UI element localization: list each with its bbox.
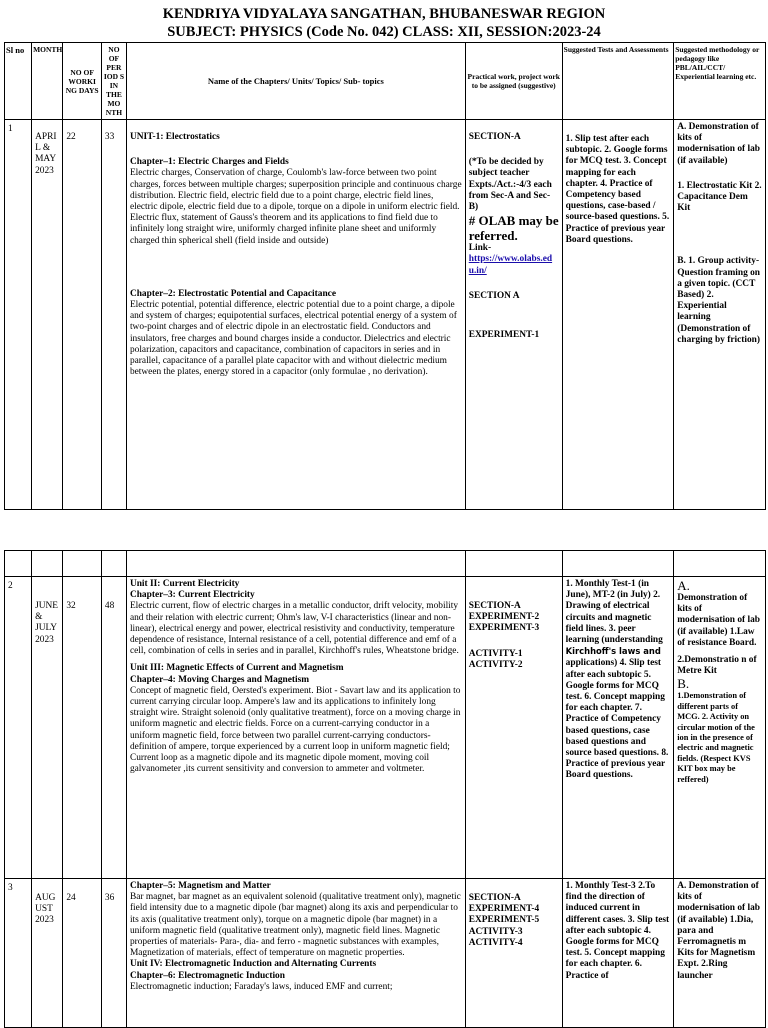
row-sl: 1 [5, 120, 32, 510]
row-month: APRI L & MAY 2023 [32, 120, 63, 510]
chapter-topics: Electric current, flow of electric charges in a metallic conductor, drift velocity, mobility and their relation with electric current; Ohm's law, V-I characteristics (linear and non-linear), electrical energy and power, electrical resistivity and conductivity, temperature dependence of resistance, Internal resistance of a cell, potential difference and emf of a cell, combination of cells in series and in parallel, Kirchhoff's rules, Wheatstone bridge. [129, 601, 459, 657]
unit-heading: UNIT-1: Electrostatics [129, 132, 220, 142]
col-header-periods: NO OF PER IOD S IN THE MO NTH [101, 43, 126, 120]
link-label: Link- [468, 243, 492, 254]
experiment-label: EXPERIMENT-3 [468, 623, 540, 634]
section-label: SECTION A [468, 290, 520, 301]
unit-heading: Unit IV: Electromagnetic Induction and Alternating Currents [129, 959, 377, 970]
row-periods: 33 [101, 120, 126, 510]
tests-part1: 1. Monthly Test-1 (in June), MT-2 (in July) 2. Drawing of electrical circuits and magnetic field lines. 3. peer learning (understanding [565, 579, 663, 646]
method-a-kits: 1. Electrostatic Kit 2. Capacitance Dem Kit [677, 180, 762, 214]
row-periods: 48 [101, 577, 126, 879]
activity-label: ACTIVITY-4 [468, 937, 523, 948]
document-title: KENDRIYA VIDYALAYA SANGATHAN, BHUBANESWAR REGION [162, 6, 606, 22]
row-tests: 1. Slip test after each subtopic. 2. Google forms for MCQ test. 3. Concept mapping for each chapter. 4. Practice of Competency based questions, case-based / source-based questions. 5. Practice of previous year Board questions. [562, 120, 674, 510]
col-header-sl: Sl no [5, 43, 32, 120]
method-a: A. Demonstration of kits of modernisation of lab (if available) [677, 122, 761, 166]
row-working-days: 24 [63, 879, 102, 1028]
method-a-text: Demonstration of kits of modernisation of lab (if available) 1.Law of resistance Board. [677, 593, 761, 648]
row-chapters [126, 577, 465, 879]
chapter-heading: Chapter–2: Electrostatic Potential and Capacitance [129, 288, 336, 299]
practical-note: (*To be decided by subject teacher Expts./Act.:-4/3 each from Sec-A and Sec-B) [468, 157, 552, 213]
chapter-topics: Electric potential, potential difference, electric potential due to a point charge, a dipole and system of charges; equipotential surfaces, electrical potential energy of a system of two-point charges and of electric dipole in an electrostatic field. Conductors and insulators, free charges and bound charges inside a conductor. Dielectrics and electric polarization, capacitors and capacitance, combination of capacitors in series and in parallel, capacitance of a parallel plate capacitor with and without dielectric medium between the plates, energy stored in a capacitor (only formulae , no derivation). [129, 300, 457, 378]
chapter-topics: Electromagnetic induction; Faraday's laws, induced EMF and current; [129, 981, 393, 992]
experiment-label: EXPERIMENT-2 [468, 612, 540, 623]
row-sl: 3 [5, 879, 32, 1028]
row-chapters [126, 879, 465, 1028]
col-header-methodology: Suggested methodology or pedagogy like PBL/AIL/CCT/ Experiential learning etc. [674, 43, 766, 120]
experiment-label: EXPERIMENT-1 [468, 330, 540, 341]
chapter-heading: Chapter–5: Magnetism and Matter [129, 881, 271, 891]
chapter-topics: Concept of magnetic field, Oersted's experiment. Biot - Savart law and its application to current carrying circular loop. Ampere's law and its applications to infinitely long straight wire. Straight solenoid (only qualitative treatment), force on a moving charge in uniform magnetic and electric fields. Force on a current-carrying conductor in a uniform magnetic field, force between two parallel current-carrying conductors-definition of ampere, torque experienced by a current loop in uniform magnetic field; Current loop as a magnetic dipole and its magnetic dipole moment, moving coil galvanometer ,its current sensitivity and conversion to ammeter and voltmeter. [129, 685, 461, 775]
chapter-heading: Chapter–6: Electromagnetic Induction [129, 970, 285, 981]
tests-kirchhoff: Kirchhoff's laws and [565, 646, 661, 657]
section-label: SECTION-A [468, 132, 521, 142]
activity-label: ACTIVITY-1 [468, 648, 523, 659]
table-row [5, 577, 766, 879]
blank-header-row [5, 551, 766, 577]
section-label: SECTION-A [468, 893, 521, 903]
table-header-row [5, 43, 766, 120]
row-working-days: 22 [63, 120, 102, 510]
document-subtitle: SUBJECT: PHYSICS (Code No. 042) CLASS: XII, SESSION:2023-24 [167, 24, 601, 40]
activity-label: ACTIVITY-3 [468, 926, 523, 937]
row-month: JUNE & JULY 2023 [32, 577, 63, 879]
col-header-chapters: Name of the Chapters/ Units/ Topics/ Sub- topics [126, 43, 465, 120]
method-b-text: 1.Demonstration of different parts of MCG. 2. Activity on circular motion of the ion in the presence of electric and magnetic fields. (Respect KVS KIT box may be reffered) [677, 691, 755, 784]
row-chapters [126, 120, 465, 510]
experiment-label: EXPERIMENT-5 [468, 915, 540, 926]
col-header-month: MONTH [32, 43, 63, 120]
col-header-tests: Suggested Tests and Assessments [562, 43, 674, 120]
row-methodology [674, 577, 766, 879]
method-a-letter: A. [677, 578, 690, 593]
chapter-heading: Chapter–1: Electric Charges and Fields [129, 157, 289, 168]
table-row [5, 879, 766, 1028]
section-label: SECTION-A [468, 601, 521, 611]
experiment-label: EXPERIMENT-4 [468, 904, 540, 915]
row-sl: 2 [5, 577, 32, 879]
method-a2: 2.Demonstratio n of Metre Kit [677, 655, 757, 677]
chapter-topics: Bar magnet, bar magnet as an equivalent solenoid (qualitative treatment only), magnetic field intensity due to a magnetic dipole (bar magnet) along its axis and perpendicular to its axis (qualitative treatment only), torque on a magnetic dipole (bar magnet) in a uniform magnetic field (qualitative treatment only), magnetic field lines. Magnetic properties of materials- Para-, dia- and ferro - magnetic substances with examples, Magnetization of materials, effect of temperature on magnetic properties. [129, 892, 461, 959]
olab-note: # OLAB may be referred. [468, 213, 559, 244]
row-working-days: 32 [63, 577, 102, 879]
unit-heading: Unit III: Magnetic Effects of Current and Magnetism [129, 663, 344, 674]
row-periods: 36 [101, 879, 126, 1028]
row-methodology [674, 120, 766, 510]
row-methodology: A. Demonstration of kits of modernisation of lab (if available) 1.Dia, para and Ferromagnetis m Kits for Magnetism Expt. 2.Ring launcher [674, 879, 766, 1028]
tests-part2: applications) 4. Slip test after each subtopic 5. Google forms for MCQ test. 6. Concept mapping for each chapter. 7. Practice of Competency based questions, case based questions and source based questions. 8. Practice of previous year Board questions. [565, 658, 669, 781]
row-practical [465, 577, 562, 879]
method-b: B. 1. Group activity- Question framing on a given topic. (CCT Based) 2. Experiential learning (Demonstration of charging by friction) [677, 256, 761, 345]
row-month: AUG UST 2023 [32, 879, 63, 1028]
chapter-topics: Electric charges, Conservation of charge, Coulomb's law-force between two point charges, forces between multiple charges; superposition principle and continuous charge distribution. Electric field, electric field due to a point charge, electric field lines, electric dipole, electric field due to a dipole, torque on a dipole in uniform electric field. Electric flux, statement of Gauss's theorem and its applications to find field due to infinitely long straight wire, uniformly charged infinite plane sheet and uniformly charged thin spherical shell (field inside and outside) [129, 168, 462, 246]
row-tests [562, 577, 674, 879]
row-practical [465, 879, 562, 1028]
olabs-link[interactable]: https://www.olabs.edu.in/ [468, 254, 553, 276]
unit-heading: Unit II: Current Electricity [129, 579, 240, 589]
chapter-heading: Chapter–3: Current Electricity [129, 590, 255, 601]
row-tests: 1. Monthly Test-3 2.To find the direction of induced current in different cases. 3. Slip test after each subtopic 4. Google forms for MCQ test. 5. Concept mapping for each chapter. 6. Practice of [562, 879, 674, 1028]
col-header-practical: Practical work, project work to be assigned (suggestive) [465, 43, 562, 120]
table-row [5, 120, 766, 510]
col-header-working-days: NO OF WORKI NG DAYS [63, 43, 102, 120]
activity-label: ACTIVITY-2 [468, 659, 523, 670]
row-practical [465, 120, 562, 510]
syllabus-table-page2 [4, 550, 766, 1028]
method-b-letter: B. [677, 676, 690, 692]
syllabus-table-page1 [4, 42, 766, 510]
chapter-heading: Chapter–4: Moving Charges and Magnetism [129, 674, 310, 685]
